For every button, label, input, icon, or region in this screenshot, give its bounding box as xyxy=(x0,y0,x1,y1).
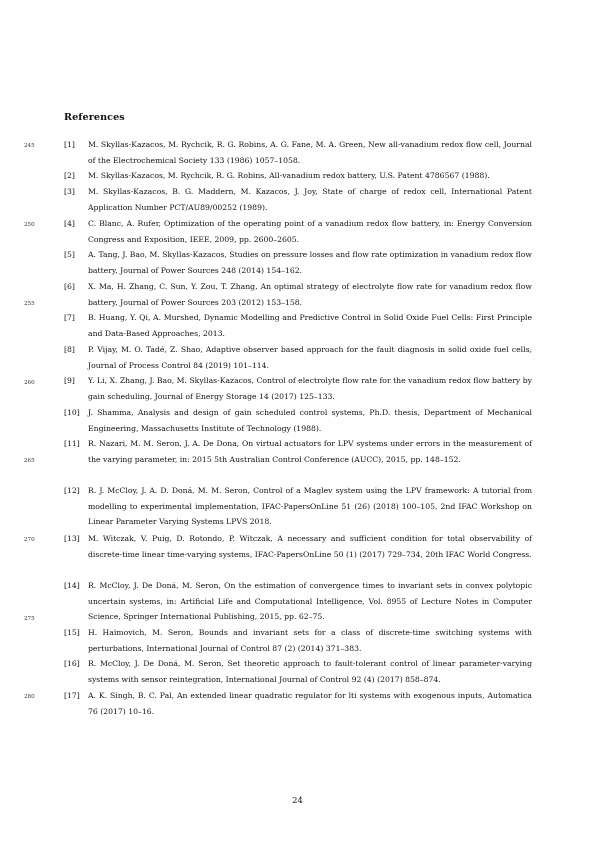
reference-number: [11] xyxy=(64,439,80,448)
reference-item xyxy=(64,184,532,215)
page-number: 24 xyxy=(292,795,303,805)
reference-number: [5] xyxy=(64,250,75,259)
reference-text: X. Ma, H. Zhang, C. Sun, Y. Zou, T. Zhang, An optimal strategy of electrolyte flow rate for vanadium redox flow battery, Journal of Power Sources 203 (2012) 153–158. xyxy=(88,282,532,307)
reference-item xyxy=(64,405,532,436)
reference-item xyxy=(64,342,532,373)
reference-number: [1] xyxy=(64,140,75,149)
reference-item xyxy=(64,656,532,687)
reference-number: [6] xyxy=(64,282,75,291)
reference-text: H. Haimovich, M. Seron, Bounds and invariant sets for a class of discrete-time switching systems with perturbations, International Journal of Control 87 (2) (2014) 371–383. xyxy=(88,628,532,653)
line-number: 270 xyxy=(24,537,35,543)
reference-text: Y. Li, X. Zhang, J. Bao, M. Skyllas-Kazacos, Control of electrolyte flow rate for the vanadium redox flow battery by gain scheduling, Journal of Energy Storage 14 (2017) 125–133. xyxy=(88,376,532,401)
line-number: 265 xyxy=(24,458,35,464)
reference-number: [8] xyxy=(64,345,75,354)
reference-text: R. McCloy, J. De Doná, M. Seron, Set theoretic approach to fault-tolerant control of linear parameter-varying systems with sensor reintegration, International Journal of Control 92 (4) (2017) 858–874. xyxy=(88,659,532,684)
reference-item xyxy=(64,578,532,625)
reference-item xyxy=(64,216,532,247)
reference-text: M. Witczak, V. Puig, D. Rotondo, P. Witczak, A necessary and sufficient condition for total observability of discrete-time linear time-varying systems, IFAC-PapersOnLine 50 (1) (2017) 729–734, 20th IFAC World Congress. xyxy=(88,534,532,559)
line-number: 260 xyxy=(24,380,35,386)
reference-item xyxy=(64,137,532,168)
line-number: 255 xyxy=(24,301,35,307)
reference-item xyxy=(64,531,532,562)
line-number: 250 xyxy=(24,222,35,228)
reference-number: [7] xyxy=(64,313,75,322)
reference-number: [16] xyxy=(64,659,80,668)
reference-text: R. J. McCloy, J. A. D. Doná, M. M. Seron, Control of a Maglev system using the LPV framework: A tutorial from modelling to experimental implementation, IFAC-PapersOnLine 51 (26) (2018) 100–105, 2nd IFAC Workshop on Linear Parameter Varying Systems LPVS 2018. xyxy=(88,486,532,527)
reference-item xyxy=(64,483,532,530)
reference-text: P. Vijay, M. O. Tadé, Z. Shao, Adaptive observer based approach for the fault diagnosis in solid oxide fuel cells, Journal of Process Control 84 (2019) 101–114. xyxy=(88,345,532,370)
reference-text: B. Huang, Y. Qi, A. Murshed, Dynamic Modelling and Predictive Control in Solid Oxide Fuel Cells: First Principle and Data-Based Approaches, 2013. xyxy=(88,313,532,338)
reference-number: [14] xyxy=(64,581,80,590)
section-heading: References xyxy=(64,112,125,123)
reference-text: A. K. Singh, B. C. Pal, An extended linear quadratic regulator for lti systems with exogenous inputs, Automatica 76 (2017) 10–16. xyxy=(88,691,532,716)
reference-text: C. Blanc, A. Rufer, Optimization of the operating point of a vanadium redox flow battery, in: Energy Conversion Congress and Exposition, IEEE, 2009, pp. 2600–2605. xyxy=(88,219,532,244)
reference-number: [15] xyxy=(64,628,80,637)
reference-item xyxy=(64,247,532,278)
reference-item xyxy=(64,168,532,184)
reference-item xyxy=(64,436,532,467)
reference-number: [12] xyxy=(64,486,80,495)
reference-item xyxy=(64,688,532,719)
reference-item xyxy=(64,279,532,310)
reference-item xyxy=(64,625,532,656)
reference-number: [9] xyxy=(64,376,75,385)
reference-text: R. Nazari, M. M. Seron, J. A. De Dona, On virtual actuators for LPV systems under errors in the measurement of the varying parameter, in: 2015 5th Australian Control Conference (AUCC), 2015, pp. 148–152. xyxy=(88,439,532,464)
reference-number: [4] xyxy=(64,219,75,228)
reference-text: R. McCloy, J. De Doná, M. Seron, On the estimation of convergence times to invariant sets in convex polytopic uncertain systems, in: Artificial Life and Computational Intelligence, Vol. 8955 of Lecture Notes in Computer Science, Springer International Publishing, 2015, pp. 62–75. xyxy=(88,581,532,622)
reference-text: J. Shamma, Analysis and design of gain scheduled control systems, Ph.D. thesis, Department of Mechanical Engineering, Massachusetts Institute of Technology (1988). xyxy=(88,408,532,433)
reference-number: [17] xyxy=(64,691,80,700)
line-number: 245 xyxy=(24,143,35,149)
reference-number: [13] xyxy=(64,534,80,543)
reference-text: M. Skyllas-Kazacos, M. Rychcik, R. G. Robins, All-vanadium redox battery, U.S. Patent 4786567 (1988). xyxy=(88,171,490,180)
line-number: 280 xyxy=(24,694,35,700)
reference-text: M. Skyllas-Kazacos, B. G. Maddern, M. Kazacos, J. Joy, State of charge of redox cell, International Patent Application Number PCT/AU89/00252 (1989). xyxy=(88,187,532,212)
reference-text: M. Skyllas-Kazacos, M. Rychcik, R. G. Robins, A. G. Fane, M. A. Green, New all-vanadium redox flow cell, Journal of the Electrochemical Society 133 (1986) 1057–1058. xyxy=(88,140,532,165)
line-number: 275 xyxy=(24,616,35,622)
reference-number: [2] xyxy=(64,171,75,180)
reference-number: [3] xyxy=(64,187,75,196)
reference-number: [10] xyxy=(64,408,80,417)
reference-text: A. Tang, J. Bao, M. Skyllas-Kazacos, Studies on pressure losses and flow rate optimization in vanadium redox flow battery, Journal of Power Sources 248 (2014) 154–162. xyxy=(88,250,532,275)
reference-item xyxy=(64,373,532,404)
reference-item xyxy=(64,310,532,341)
